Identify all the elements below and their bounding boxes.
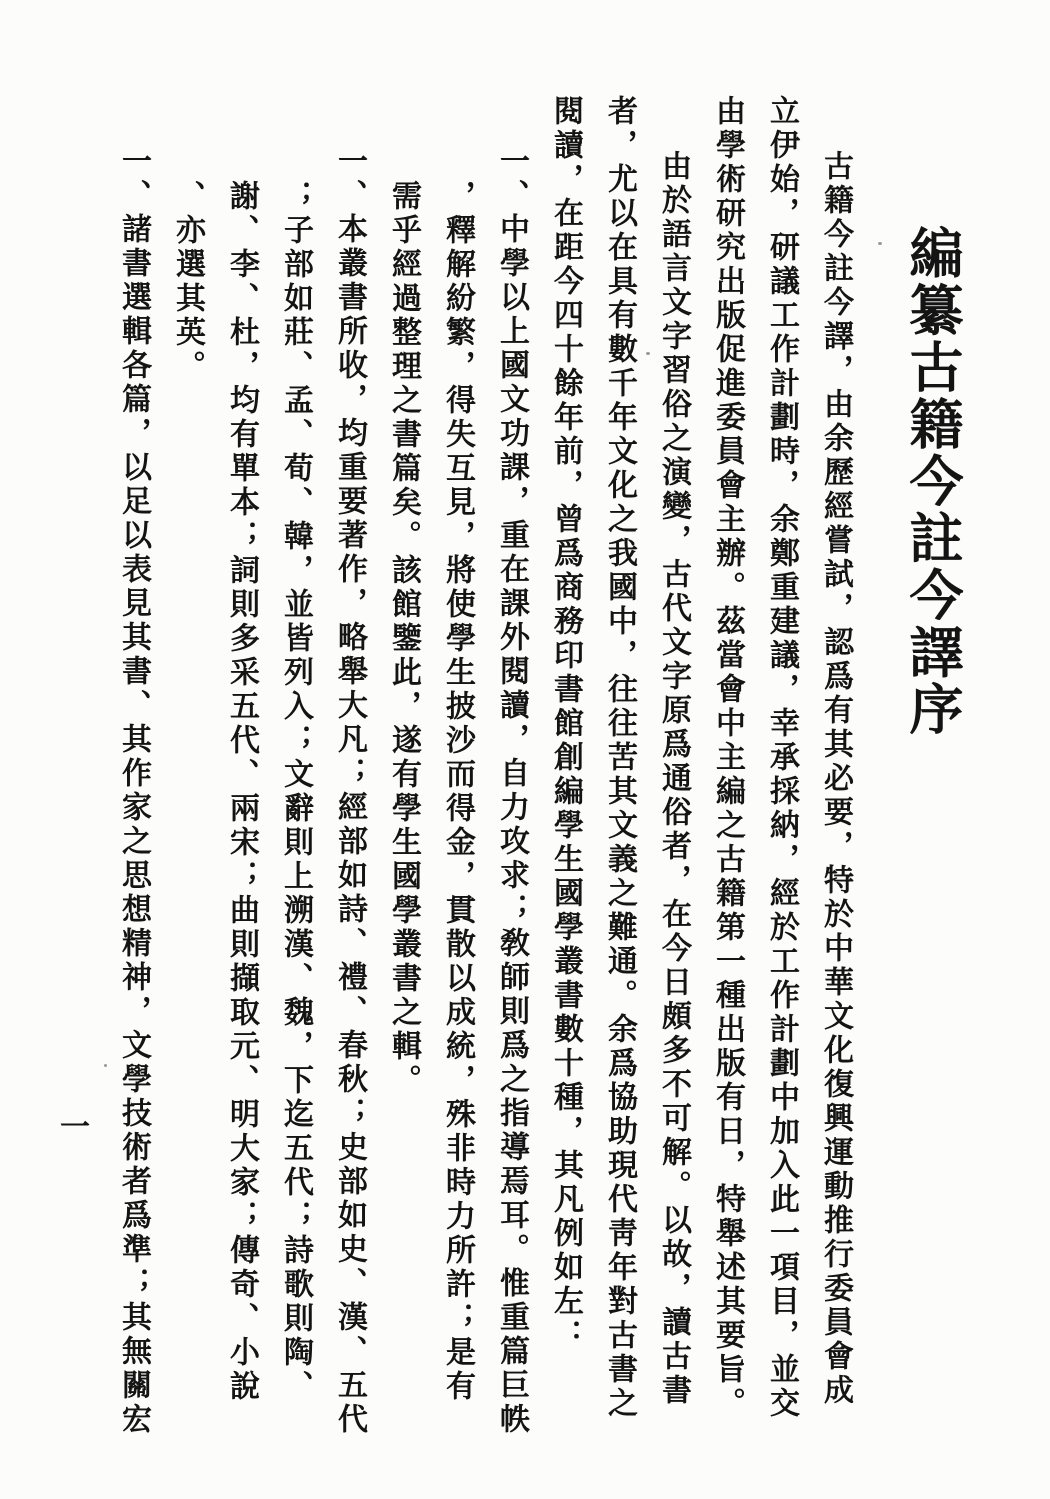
page-number: 一 <box>60 1111 90 1144</box>
text-column-7: 一、中學以上國文功課，重在課外閱讀，自力攻求；敎師則爲之指導焉耳。惟重篇巨帙 <box>495 145 528 1437</box>
scan-speck <box>104 1064 107 1067</box>
text-column-14: 一、諸書選輯各篇，以足以表見其書、其作家之思想精神，文學技術者爲準；其無關宏 <box>117 145 150 1437</box>
text-column-4: 由於語言文字習俗之演變，古代文字原爲通俗者，在今日頗多不可解。以故，讀古書 <box>657 150 690 1408</box>
text-column-9: 需乎經過整理之書篇矣。該館鑒此，遂有學生國學叢書之輯。 <box>387 180 420 1098</box>
text-column-3: 由學術研究出版促進委員會主辦。茲當會中主編之古籍第一種出版有日，特舉述其要旨。 <box>711 95 744 1421</box>
text-column-1: 古籍今註今譯，由余歷經嘗試，認爲有其必要，特於中華文化復興運動推行委員會成 <box>819 150 852 1408</box>
text-column-8: ，釋解紛繁，得失互見，將使學生披沙而得金，貫散以成統，殊非時力所許；是有 <box>441 180 474 1404</box>
text-column-11: ；子部如莊、孟、荀、韓，並皆列入；文辭則上溯漢、魏，下迄五代；詩歌則陶、 <box>279 180 312 1404</box>
text-column-10: 一、本叢書所收，均重要著作，略舉大凡；經部如詩、禮、春秋；史部如史、漢、五代 <box>333 145 366 1437</box>
text-column-5: 者，尤以在具有數千年文化之我國中，往往苦其文義之難通。余爲協助現代靑年對古書之 <box>603 95 636 1421</box>
text-column-6: 閱讀，在距今四十餘年前，曾爲商務印書館創編學生國學叢書數十種，其凡例如左： <box>549 95 582 1353</box>
page-title: 編纂古籍今註今譯序 <box>902 225 962 738</box>
scan-speck <box>878 242 882 245</box>
text-column-13: 、亦選其英。 <box>171 180 204 384</box>
scan-speck <box>646 352 650 355</box>
text-column-12: 謝、李、杜，均有單本；詞則多采五代、兩宋；曲則擷取元、明大家；傳奇、小說 <box>225 180 258 1404</box>
text-column-2: 立伊始，研議工作計劃時，余鄭重建議，幸承採納，經於工作計劃中加入此一項目，並交 <box>765 95 798 1421</box>
text-block <box>95 95 963 1447</box>
